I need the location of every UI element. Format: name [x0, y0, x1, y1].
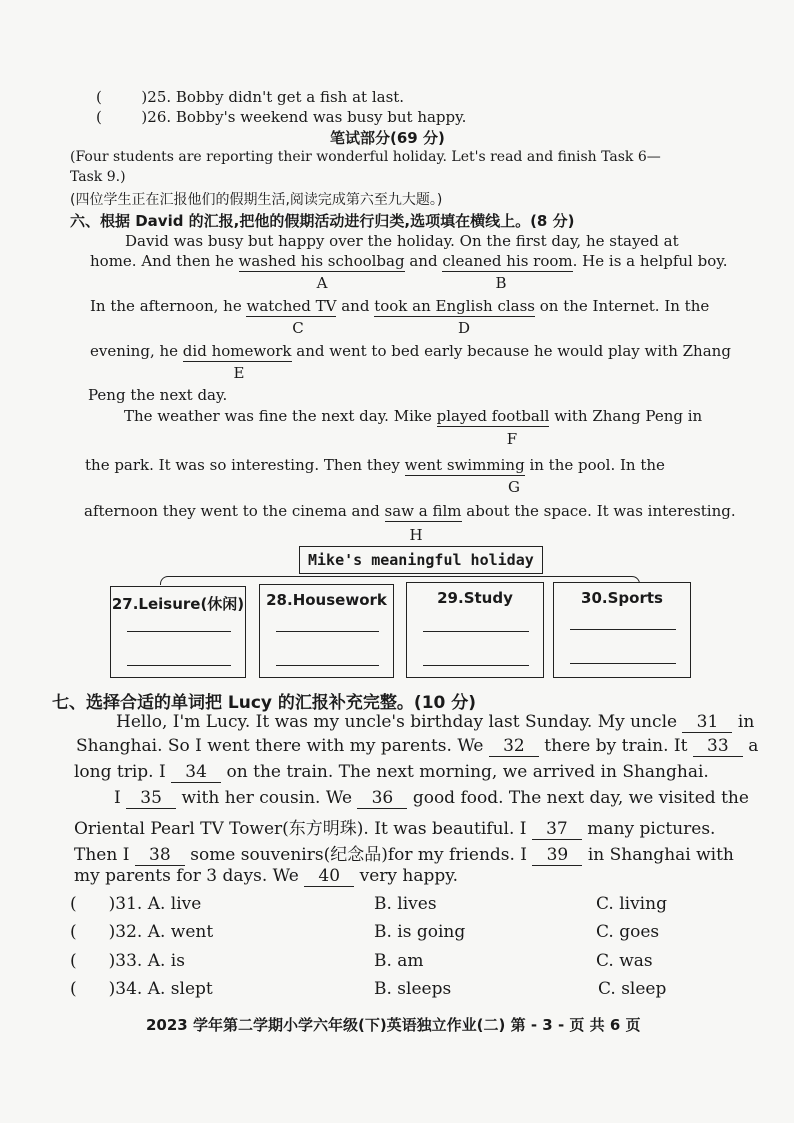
option-letter: D [457, 319, 471, 337]
question-text: 25. Bobby didn't get a fish at last. [147, 88, 405, 106]
category-label: 27.Leisure(休闲) [111, 595, 245, 613]
option-b[interactable]: B. is going [374, 922, 466, 942]
option-b[interactable]: B. sleeps [374, 979, 452, 999]
mc-question [70, 951, 185, 971]
section-heading: 笔试部分(69 分) [330, 129, 445, 147]
passage-line: In the afternoon, he watched TV and took an English class on the Internet. In the [90, 297, 710, 315]
answer-paren[interactable]: ( [70, 894, 77, 914]
option-c[interactable]: C. sleep [598, 979, 667, 999]
mc-question [70, 894, 201, 914]
activity-A: washed his schoolbag [238, 252, 405, 270]
question-item: ( )25. Bobby didn't get a fish at last. [96, 88, 405, 106]
blank-32[interactable]: 32 [489, 736, 539, 757]
category-box-sports [553, 582, 691, 678]
answer-line[interactable] [127, 631, 231, 632]
section-title: 七、选择合适的单词把 Lucy 的汇报补充完整。(10 分) [52, 693, 477, 713]
answer-paren[interactable]: ( [70, 979, 77, 999]
passage-line: long trip. I 34 on the train. The next morning, we arrived in Shanghai. [74, 762, 709, 782]
passage-line: Oriental Pearl TV Tower(东方明珠). It was beautiful. I 37 many pictures. [74, 819, 716, 839]
blank-37[interactable]: 37 [532, 819, 582, 840]
blank-38[interactable]: 38 [135, 845, 185, 866]
option-letter: H [409, 526, 423, 544]
option-a[interactable]: )34. A. slept [108, 979, 213, 999]
passage-line: Shanghai. So I went there with my parents. We 32 there by train. It 33 a [76, 736, 759, 756]
passage-line: afternoon they went to the cinema and saw a film about the space. It was interesting. [84, 502, 736, 520]
blank-35[interactable]: 35 [126, 788, 176, 809]
passage-line: David was busy but happy over the holiday. On the first day, he stayed at [125, 232, 679, 250]
blank-40[interactable]: 40 [304, 866, 354, 887]
passage-line: Peng the next day. [88, 386, 228, 404]
passage-line: I 35 with her cousin. We 36 good food. The next day, we visited the [114, 788, 749, 808]
intro-text: (Four students are reporting their wonderful holiday. Let's read and finish Task 6— [70, 149, 661, 165]
option-c[interactable]: C. living [596, 894, 667, 914]
blank-33[interactable]: 33 [693, 736, 743, 757]
activity-G: went swimming [404, 456, 525, 474]
answer-line[interactable] [570, 629, 676, 630]
option-letter: B [495, 274, 507, 292]
answer-line[interactable] [276, 665, 379, 666]
blank-34[interactable]: 34 [171, 762, 221, 783]
option-c[interactable]: C. was [596, 951, 653, 971]
section-title: 六、根据 David 的汇报,把他的假期活动进行归类,选项填在横线上。(8 分) [70, 212, 575, 230]
category-box-study [406, 582, 544, 678]
intro-text-cn: (四位学生正在汇报他们的假期生活,阅读完成第六至九大题。) [70, 192, 443, 208]
answer-paren[interactable]: ( [70, 951, 77, 971]
passage-line: the park. It was so interesting. Then they went swimming in the pool. In the [85, 456, 665, 474]
question-item: ( )26. Bobby's weekend was busy but happy. [96, 108, 467, 126]
blank-31[interactable]: 31 [682, 712, 732, 733]
diagram-title: Mike's meaningful holiday [299, 546, 543, 574]
answer-line[interactable] [127, 665, 231, 666]
option-a[interactable]: )33. A. is [108, 951, 185, 971]
option-a[interactable]: )32. A. went [108, 922, 214, 942]
category-box-housework [259, 584, 394, 678]
option-c[interactable]: C. goes [596, 922, 660, 942]
option-a[interactable]: )31. A. live [108, 894, 202, 914]
option-b[interactable]: B. am [374, 951, 424, 971]
passage-line: evening, he did homework and went to bed early because he would play with Zhang [90, 342, 731, 360]
category-box-leisure [110, 586, 246, 678]
option-letter: F [506, 430, 518, 448]
blank-39[interactable]: 39 [532, 845, 582, 866]
passage-line: home. And then he washed his schoolbag and cleaned his room. He is a helpful boy. [90, 252, 728, 270]
activity-C: watched TV [246, 297, 337, 315]
option-letter: A [316, 274, 328, 292]
passage-line: The weather was fine the next day. Mike played football with Zhang Peng in [124, 407, 703, 425]
option-b[interactable]: B. lives [374, 894, 437, 914]
answer-paren[interactable]: ( [96, 108, 102, 126]
page-footer: 2023 学年第二学期小学六年级(下)英语独立作业(二) 第 - 3 - 页 共 6 页 [146, 1016, 641, 1034]
passage-line: Then I 38 some souvenirs(纪念品)for my friends. I 39 in Shanghai with [74, 845, 734, 865]
category-label: 29.Study [437, 589, 513, 607]
answer-line[interactable] [570, 663, 676, 664]
blank-36[interactable]: 36 [357, 788, 407, 809]
question-text: 26. Bobby's weekend was busy but happy. [147, 108, 467, 126]
category-label: 28.Housework [266, 591, 387, 609]
mc-question [70, 922, 213, 942]
intro-text: Task 9.) [70, 169, 126, 185]
answer-paren[interactable]: ( [96, 88, 102, 106]
passage-line: my parents for 3 days. We 40 very happy. [74, 866, 459, 886]
answer-paren[interactable]: ( [70, 922, 77, 942]
activity-B: cleaned his room [442, 252, 573, 270]
answer-line[interactable] [276, 631, 379, 632]
answer-line[interactable] [423, 631, 529, 632]
mc-question [70, 979, 213, 999]
option-letter: G [508, 478, 520, 496]
option-letter: E [233, 364, 245, 382]
activity-H: saw a film [384, 502, 462, 520]
answer-line[interactable] [423, 665, 529, 666]
activity-E: did homework [182, 342, 292, 360]
activity-F: played football [436, 407, 550, 425]
activity-D: took an English class [374, 297, 535, 315]
option-letter: C [292, 319, 304, 337]
category-label: 30.Sports [581, 589, 663, 607]
passage-line: Hello, I'm Lucy. It was my uncle's birthday last Sunday. My uncle 31 in [116, 712, 755, 732]
